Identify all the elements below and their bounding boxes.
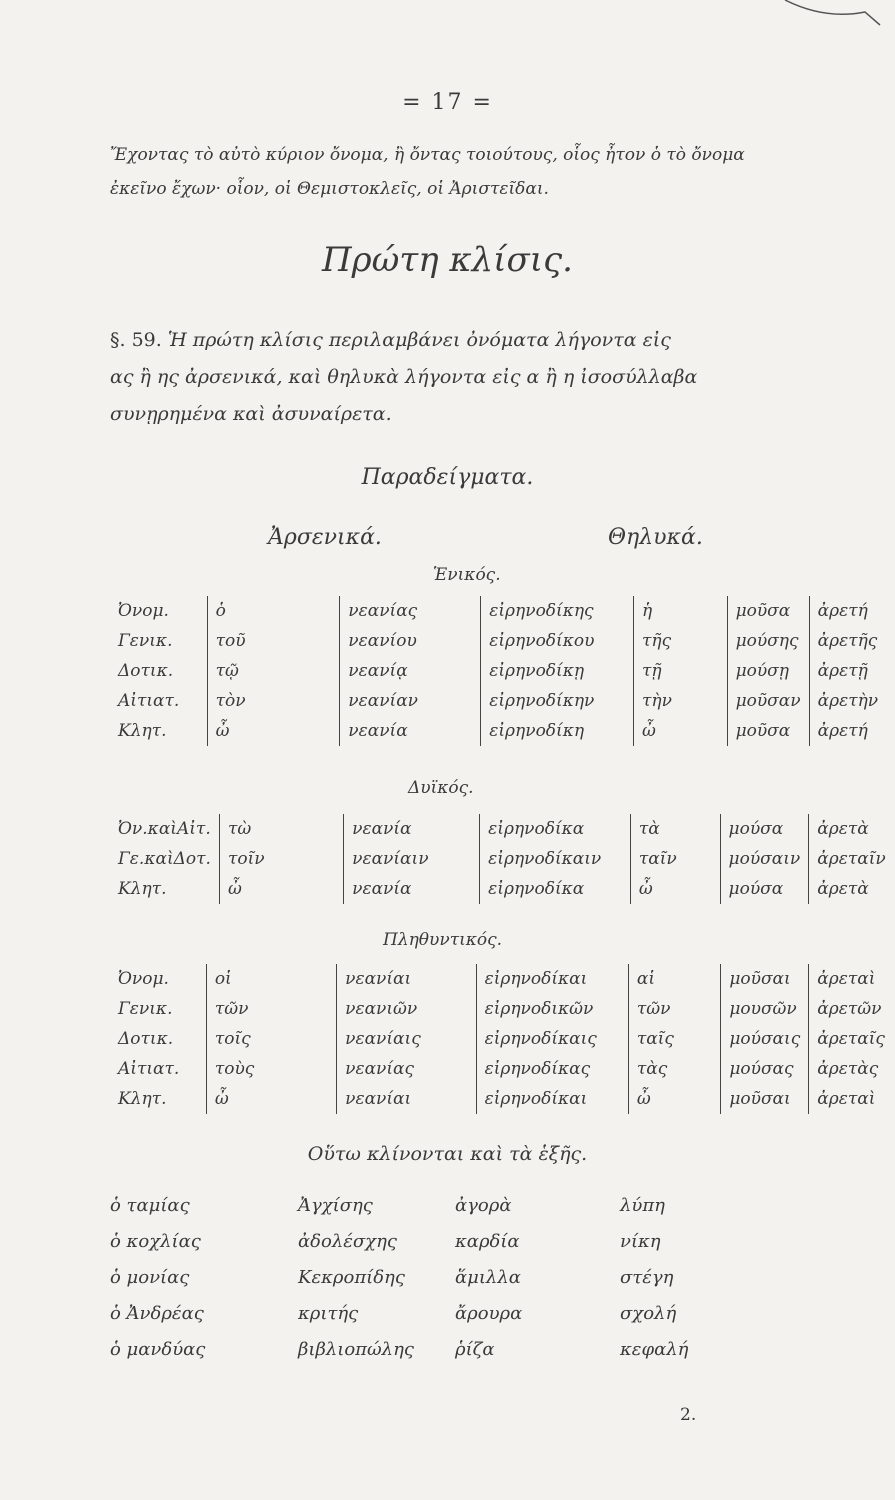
paradigm-cell: μούσα	[720, 874, 809, 904]
plural-label: Πληθυντικός.	[383, 930, 503, 950]
paradigm-cell: νεανίᾳ	[340, 656, 481, 686]
paradigm-cell: τῇ	[634, 656, 728, 686]
paradigm-cell: μούσα	[720, 814, 809, 844]
dual-table	[118, 814, 895, 904]
paradigm-cell: ἀρεταὶ	[809, 1084, 895, 1114]
paradigm-cell: Γενικ.	[118, 999, 173, 1019]
paradigm-cell: μοῦσαν	[727, 686, 809, 716]
paradigm-cell: ἀρετῆς	[809, 626, 895, 656]
paradigm-row	[118, 994, 895, 1024]
paradigm-cell: Γενικ.	[118, 631, 173, 651]
paradigm-cell: τὴν	[634, 686, 728, 716]
word-list-cell: κριτής	[298, 1303, 359, 1324]
paradigm-cell: μοῦσαι	[721, 1084, 809, 1114]
paradigm-cell: τὼ	[219, 814, 343, 844]
paradigm-cell: νεανίας	[340, 596, 481, 626]
paradigm-cell: τῶν	[628, 994, 720, 1024]
plural-table	[118, 964, 895, 1114]
word-list-cell: νίκη	[620, 1231, 661, 1252]
paragraph-line-3: συνῃρημένα καὶ ἀσυναίρετα.	[110, 403, 392, 425]
paradigm-row	[118, 814, 895, 844]
paradigm-cell: νεανιῶν	[337, 994, 476, 1024]
word-list-cell: ὁ μανδύας	[110, 1339, 206, 1360]
paradigm-cell: ταῖς	[628, 1024, 720, 1054]
word-list-cell: ἀδολέσχης	[298, 1231, 397, 1252]
word-list-cell: σχολή	[620, 1303, 677, 1324]
paradigm-cell: ὦ	[219, 874, 343, 904]
word-list-cell: ὁ ταμίας	[110, 1195, 190, 1216]
paradigm-cell: ἡ	[634, 596, 728, 626]
paradigm-cell: Ὀνομ.	[118, 969, 169, 989]
paradigm-cell: εἰρηνοδίκη	[481, 716, 634, 746]
paradigm-cell: νεανίαις	[337, 1024, 476, 1054]
intro-line-1: Ἔχοντας τὸ αὐτὸ κύριον ὄνομα, ἢ ὄντας τοιούτους, οἷος ἦτον ὁ τὸ ὄνομα	[110, 145, 745, 165]
paradigm-cell: Κλητ.	[118, 1089, 167, 1109]
paradigm-cell: νεανίαιν	[344, 844, 480, 874]
paradigm-cell: μούσαις	[721, 1024, 809, 1054]
paradigm-row	[118, 626, 895, 656]
paradigm-cell: μοῦσαι	[721, 964, 809, 994]
paradigm-cell: εἰρηνοδίκου	[481, 626, 634, 656]
paradigm-cell: Αἰτιατ.	[118, 691, 180, 711]
section-heading: Πρώτη κλίσις.	[322, 240, 573, 280]
paradigm-cell: νεανία	[344, 874, 480, 904]
paradigm-cell: εἰρηνοδίκαιν	[480, 844, 631, 874]
paradigm-cell: ἀρεταὶ	[809, 964, 895, 994]
word-list-row	[110, 1195, 830, 1231]
paragraph-line-2: ας ἢ ης ἀρσενικά, καὶ θηλυκὰ λήγοντα εἰς α ἢ η ἰσοσύλλαβα	[110, 366, 698, 388]
paradigm-cell: ἀρετὰς	[809, 1054, 895, 1084]
paradigm-cell: εἰρηνοδίκα	[480, 814, 631, 844]
paradigm-cell: τὰς	[628, 1054, 720, 1084]
paradigm-row	[118, 1054, 895, 1084]
paradigm-cell: Ὀν.καὶΑἰτ.	[118, 819, 211, 839]
paradigm-cell: μούσης	[727, 626, 809, 656]
word-list-cell: ὁ μονίας	[110, 1267, 190, 1288]
paradigm-cell: εἰρηνοδικῶν	[476, 994, 628, 1024]
paradigm-cell: Γε.καὶΔοτ.	[118, 849, 211, 869]
singular-rows	[118, 596, 895, 746]
word-list-cell: ὁ κοχλίας	[110, 1231, 201, 1252]
paradigm-cell: Κλητ.	[118, 721, 167, 741]
paradigm-cell: ὦ	[206, 1084, 336, 1114]
paradigm-cell: Δοτικ.	[118, 661, 174, 681]
paragraph-line-1-text: Ἡ πρώτη κλίσις περιλαμβάνει ὀνόματα λήγοντα εἰς	[167, 329, 671, 351]
paradigm-cell: ἀρετὰ	[809, 874, 895, 904]
word-list-cell: ἀγορὰ	[455, 1195, 512, 1216]
paradigm-cell: νεανίας	[337, 1054, 476, 1084]
paradigm-row	[118, 1084, 895, 1114]
paradigm-cell: μοῦσα	[727, 596, 809, 626]
paradigm-cell: τῆς	[634, 626, 728, 656]
paradigm-row	[118, 844, 895, 874]
paradigm-cell: μούσῃ	[727, 656, 809, 686]
word-list-row	[110, 1231, 830, 1267]
paradigm-cell: νεανίου	[340, 626, 481, 656]
paradigm-cell: ἀρετῇ	[809, 656, 895, 686]
paradigm-cell: ἀρετή	[809, 596, 895, 626]
singular-label: Ἑνικός.	[433, 565, 501, 585]
paradigm-cell: ἀρετή	[809, 716, 895, 746]
paradigm-cell: Ὀνομ.	[118, 601, 169, 621]
paradigm-cell: νεανίαι	[337, 964, 476, 994]
paradigm-cell: εἰρηνοδίκην	[481, 686, 634, 716]
paradigm-cell: τῶν	[206, 994, 336, 1024]
paradigm-cell: εἰρηνοδίκαι	[476, 964, 628, 994]
page-corner-mark	[745, 0, 895, 40]
intro-line-2: ἐκεῖνο ἔχων· οἷον, οἱ Θεμιστοκλεῖς, οἱ Ἀριστεῖδαι.	[110, 179, 549, 199]
paradigm-cell: Δοτικ.	[118, 1029, 174, 1049]
word-list-cell: κεφαλή	[620, 1339, 689, 1360]
paragraph-line-1	[110, 322, 800, 359]
examples-title: Παραδείγματα.	[361, 465, 534, 490]
paradigm-cell: τὰ	[630, 814, 720, 844]
paradigm-cell: νεανίαι	[337, 1084, 476, 1114]
word-list-cell: Κεκροπίδης	[298, 1267, 405, 1288]
word-list-cell: ἄρουρα	[455, 1303, 523, 1324]
paradigm-row	[118, 964, 895, 994]
paradigm-cell: τοῦ	[207, 626, 340, 656]
paradigm-cell: οἱ	[206, 964, 336, 994]
paradigm-cell: ἀρεταῖν	[809, 844, 895, 874]
paradigm-cell: νεανία	[340, 716, 481, 746]
masculine-header: Ἀρσενικά.	[268, 525, 382, 550]
page-number: = 17 =	[402, 90, 493, 115]
paradigm-cell: εἰρηνοδίκας	[476, 1054, 628, 1084]
paradigm-cell: Αἰτιατ.	[118, 1059, 180, 1079]
paradigm-cell: αἱ	[628, 964, 720, 994]
declension-title: Οὕτω κλίνονται καὶ τὰ ἑξῆς.	[307, 1143, 588, 1165]
paradigm-cell: ὦ	[634, 716, 728, 746]
word-list	[110, 1195, 830, 1375]
paradigm-cell: νεανίαν	[340, 686, 481, 716]
word-list-cell: στέγη	[620, 1267, 674, 1288]
word-list-cell: ῥίζα	[455, 1339, 495, 1360]
word-list-row	[110, 1303, 830, 1339]
paradigm-row	[118, 686, 895, 716]
singular-table	[118, 596, 895, 746]
paradigm-cell: ὦ	[628, 1084, 720, 1114]
paradigm-cell: εἰρηνοδίκῃ	[481, 656, 634, 686]
paradigm-cell: εἰρηνοδίκαις	[476, 1024, 628, 1054]
word-list-cell: βιβλιοπώλης	[298, 1339, 414, 1360]
paradigm-cell: τῷ	[207, 656, 340, 686]
paradigm-cell: μούσαιν	[720, 844, 809, 874]
word-list-cell: ὁ Ἀνδρέας	[110, 1303, 204, 1324]
paradigm-cell: εἰρηνοδίκα	[480, 874, 631, 904]
paradigm-row	[118, 716, 895, 746]
paradigm-cell: μούσας	[721, 1054, 809, 1084]
feminine-header: Θηλυκά.	[608, 525, 703, 550]
word-list-row	[110, 1267, 830, 1303]
paradigm-cell: τοῖς	[206, 1024, 336, 1054]
word-list-cell: Ἀγχίσης	[298, 1195, 373, 1216]
paradigm-cell: Κλητ.	[118, 879, 167, 899]
dual-rows	[118, 814, 895, 904]
paradigm-cell: εἰρηνοδίκης	[481, 596, 634, 626]
paradigm-row	[118, 874, 895, 904]
paradigm-cell: ἀρετῶν	[809, 994, 895, 1024]
paradigm-cell: τοὺς	[206, 1054, 336, 1084]
paradigm-cell: μοῦσα	[727, 716, 809, 746]
paradigm-row	[118, 596, 895, 626]
word-list-cell: ἅμιλλα	[455, 1267, 521, 1288]
paradigm-cell: μουσῶν	[721, 994, 809, 1024]
word-list-cell: λύπη	[620, 1195, 665, 1216]
paradigm-cell: ὦ	[630, 874, 720, 904]
signature-mark: 2.	[680, 1405, 697, 1425]
paradigm-cell: ὦ	[207, 716, 340, 746]
paradigm-cell: τοῖν	[219, 844, 343, 874]
section-number: §. 59.	[110, 329, 162, 351]
dual-label: Δυϊκός.	[408, 778, 474, 798]
paradigm-row	[118, 656, 895, 686]
paradigm-cell: τὸν	[207, 686, 340, 716]
paradigm-cell: ἀρετὴν	[809, 686, 895, 716]
word-list-cell: καρδία	[455, 1231, 520, 1252]
plural-rows	[118, 964, 895, 1114]
paradigm-cell: εἰρηνοδίκαι	[476, 1084, 628, 1114]
paradigm-cell: ταῖν	[630, 844, 720, 874]
paradigm-cell: νεανία	[344, 814, 480, 844]
paradigm-cell: ἀρεταῖς	[809, 1024, 895, 1054]
word-list-row	[110, 1339, 830, 1375]
paradigm-cell: ὁ	[207, 596, 340, 626]
paradigm-cell: ἀρετὰ	[809, 814, 895, 844]
paradigm-row	[118, 1024, 895, 1054]
